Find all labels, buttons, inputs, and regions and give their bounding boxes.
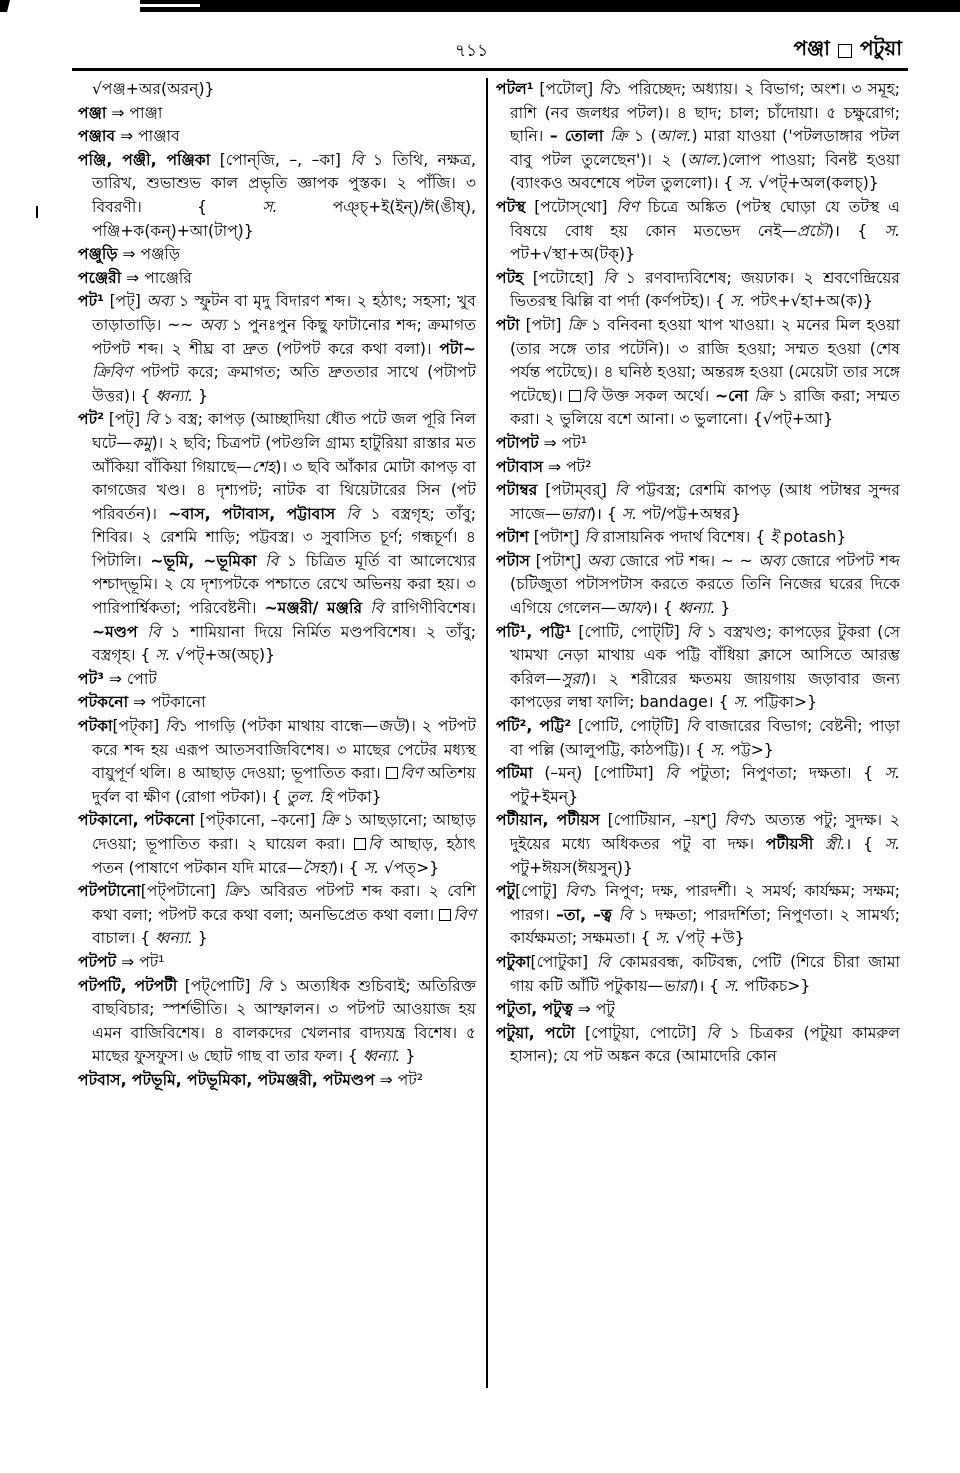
- grammar-label: স.: [738, 174, 754, 193]
- headword: পটপট: [78, 952, 117, 971]
- entry-text: }: [715, 599, 731, 618]
- entry-text: [পট্‌কা]: [112, 717, 166, 736]
- entry-text: পটু+ইমন্}: [510, 787, 579, 806]
- headword: পটবাস, পটভূমি, পটভূমিকা, পটমঞ্জরী, পটমণ্ডপ: [78, 1070, 375, 1089]
- grammar-label: বি: [596, 952, 611, 971]
- entry-text: পঞ্চ্+ই(ইন্)/ঈ(ঙীষ্), পঞ্জি+ক(কন্)+আ(টাপ্)}: [92, 197, 476, 240]
- grammar-label: স.: [884, 221, 900, 240]
- headword: পঞ্জা: [78, 103, 107, 122]
- dictionary-entry: [78, 715, 476, 809]
- grammar-label: স.: [155, 646, 171, 665]
- grammar-label: স.: [621, 504, 637, 523]
- entry-text: [পটাশ্]: [528, 528, 585, 547]
- dictionary-entry: [78, 125, 476, 149]
- entry-text: )। {: [692, 976, 725, 995]
- entry-text: [পট্‌পোটি]: [177, 976, 258, 995]
- dictionary-entry: [496, 715, 900, 762]
- headword: পটপটি, পটপটী: [78, 976, 178, 995]
- square-marker-icon: [569, 390, 581, 402]
- dictionary-entry: [496, 621, 900, 715]
- grammar-label: সৈহা: [302, 858, 332, 877]
- grammar-label: আফ: [616, 599, 646, 618]
- headword: পটাস: [496, 551, 530, 570]
- entry-text: পটৎ+√হা+অ(ক)}: [745, 292, 873, 311]
- grammar-label: অব্য: [758, 551, 785, 570]
- grammar-label: তুল. হি: [286, 787, 333, 806]
- headword: পটু: [496, 882, 516, 901]
- headword: পটাশ: [496, 528, 529, 547]
- entry-text: ১ নিপুণ; দক্ষ, পারদর্শী। ২ সমর্থ; কার্যক্ষম; সক্ষম; পারগ।: [510, 882, 900, 924]
- entry-text: √পত্>}: [378, 858, 440, 877]
- headword: পটাপট: [496, 433, 539, 452]
- entry-text: বাচাল। {: [92, 929, 156, 948]
- grammar-label: বিণ: [724, 811, 748, 830]
- grammar-label: ক্রি: [224, 882, 242, 901]
- headword: পটি², পট্টি²: [496, 717, 572, 736]
- grammar-label: স.: [724, 976, 740, 995]
- entry-text: ১ অত্যধিক শুচিবাই; অতিরিক্ত বাছবিচার; স্পর্শভীতি। ২ আস্ফালন। ৩ পটপট আওয়াজ হয় এমন বাজিবিশেষ। ৪ বালকদের খেলনার বাদ্যযন্ত্র বিশেষ। ৫ মাছের ফুসফুস। ৬ ছোট গাছ বা তার ফল। {: [92, 976, 476, 1066]
- entry-text: ১ রণবাদ্যবিশেষ; জয়ঢাক। ২ শ্রবণেন্দ্রিয়ের ভিতরস্থ ঝিল্লি বা পর্দা (কর্ণপটহ)। {: [510, 268, 900, 311]
- dictionary-entry: [78, 668, 476, 692]
- entry-text: ) মারা যাওয়া ('পটলডাঙ্গার পটল বাবু পটল তুলেছেন')। ২ (: [510, 127, 900, 169]
- headword: পটল¹: [496, 80, 534, 98]
- grammar-label: সুরা: [561, 669, 585, 688]
- headword: পটুয়া, পটো: [496, 1023, 576, 1042]
- dictionary-entry: [496, 267, 900, 314]
- grammar-label: জউ: [378, 717, 405, 736]
- entry-text: )। ২ পটপট করে শব্দ হয় এরূপ আতসবাজিবিশেষ। ৩ মাছের পেটের মধ্যস্থ বায়ুপূর্ণ থলি। ৪ আছাড় দেওয়া; ভূপাতিত করা।: [92, 717, 476, 783]
- grammar-label: বি: [665, 764, 679, 783]
- grammar-label: বি: [686, 622, 700, 641]
- grammar-label: বি: [265, 551, 279, 570]
- grammar-label: ক্রি: [754, 386, 772, 405]
- grammar-label: ক্রি: [567, 315, 586, 334]
- entry-text: অতিশয় দুর্বল বা ক্ষীণ (রোগা পটকা)। {: [92, 764, 476, 806]
- dictionary-entry: [78, 1069, 476, 1093]
- headword: পটকা: [78, 717, 113, 736]
- grammar-label: বি: [618, 905, 632, 924]
- entry-text: পট্টিকা>}: [748, 693, 818, 712]
- scan-edge-bar: [140, 0, 960, 12]
- dictionary-entry: [496, 479, 900, 526]
- entry-text: কোমরবন্ধ, কটিবন্ধ, পেটি (শিরে চীরা জামা গায় কটি আঁটি পটুকায়—: [510, 952, 900, 995]
- entry-text: ১ বনিবনা হওয়া খাপ খাওয়া। ২ মনের মিল হওয়া (তার সঙ্গে তার পটেনি)। ৩ রাজি হওয়া; সম্মত হওয়া (শেষ পর্যন্ত পটেছে)। ৪ ঘনিষ্ঠ হওয়া; অন্তরঙ্গ হওয়া (মেয়েটা তার সঙ্গে পটেছে)।: [510, 315, 900, 405]
- headword: –তা, –ত্ব: [556, 905, 613, 924]
- grammar-label: ক্রি: [609, 127, 628, 146]
- running-head-first: পঞ্জা: [793, 36, 830, 60]
- dictionary-entry: [78, 290, 476, 408]
- entry-text: )। ২ ছবি; চিত্রপট (পটগুলি গ্রাম্য হাটুরিয়া রাস্তার মত আঁকিয়া বাঁকিয়া গিয়াছে—: [92, 433, 476, 476]
- entry-text: )লোপ পাওয়া; বিনষ্ট হওয়া (ব্যাংকও অবশেষে পটল তুললো)। {: [510, 150, 901, 193]
- entry-text: )। {: [331, 858, 364, 877]
- grammar-label: ধ্বন্যা.: [155, 929, 193, 948]
- grammar-label: স.: [884, 835, 900, 853]
- grammar-label: ধ্বন্যা.: [362, 1047, 401, 1066]
- entry-text: (–মন্) [পোটিমা]: [532, 764, 666, 783]
- grammar-label: ক্রিবিণ: [92, 363, 133, 382]
- grammar-label: ভারা: [663, 976, 693, 995]
- column-left: [78, 78, 476, 1093]
- entry-text: [পট্‌পটানো]: [140, 882, 225, 901]
- entry-text: পটিকচ>}: [739, 976, 811, 995]
- entry-text: [পোটি, পোট্‌টি]: [571, 717, 686, 736]
- grammar-label: স.: [733, 693, 749, 712]
- headword: ~মণ্ডপ: [92, 622, 138, 641]
- entry-text: potash}: [778, 528, 847, 547]
- entry-text: ১ স্ফুটন বা মৃদু বিদারণ শব্দ। ২ হঠাৎ; সহসা; খুব তাড়াতাড়ি। ~~: [92, 292, 476, 334]
- dictionary-entry: [78, 880, 476, 951]
- headword: পটাবাস: [496, 457, 544, 476]
- grammar-label: বি: [257, 976, 272, 995]
- entry-text: )। {: [827, 221, 885, 240]
- entry-text: জোরে পটপট শব্দ (চটিজুতা পটাসপটাস করতে করতে তিনি নিজের ঘরের দিকে এগিয়ে গেলেন—: [510, 551, 900, 618]
- entry-text: বাজারের বিভাগ; বেষ্টনী; পাড়া বা পল্লি (আলুপট্টি, কাঠপট্টি)। {: [510, 717, 901, 759]
- square-marker-icon: [386, 767, 398, 779]
- entry-text: [পোটিয়ান, –য়শ্]: [599, 811, 725, 830]
- entry-text: [পটা]: [519, 315, 568, 334]
- dictionary-entry: [496, 880, 900, 951]
- headword: ~মঞ্জরী/ মঞ্জরি: [264, 599, 363, 618]
- entry-text: [পোটুকা]: [530, 952, 597, 971]
- headword: পটা: [496, 315, 520, 334]
- grammar-label: বি: [165, 717, 179, 736]
- dictionary-entry: [78, 951, 476, 975]
- margin-mark: [36, 206, 38, 218]
- headword: পটস্থ: [496, 197, 526, 216]
- grammar-label: শেহ: [251, 457, 276, 476]
- entry-text: [পট্]: [103, 292, 147, 311]
- headword: ~নো: [715, 386, 749, 405]
- entry-text: [362, 599, 370, 617]
- running-head-last: পটুয়া: [859, 36, 902, 60]
- grammar-label: বি: [367, 835, 382, 853]
- column-right: [496, 78, 900, 1069]
- entry-text: [612, 906, 619, 924]
- grammar-label: বি: [350, 150, 364, 169]
- entry-text: পট্ট>}: [725, 740, 774, 759]
- headword: পটহ: [496, 268, 524, 287]
- entry-text: পট/পট্ট+অম্বর}: [637, 504, 741, 523]
- dictionary-entry: [78, 267, 476, 291]
- entry-text: পটু+ঈয়স(ঈয়সুন্)}: [510, 858, 633, 877]
- grammar-label: অব্য: [146, 292, 174, 311]
- entry-text: রাগিণীবিশেষ।: [383, 599, 476, 618]
- entry-text: [পটোল্]: [533, 80, 599, 98]
- headword: পট²: [78, 410, 104, 429]
- grammar-label: বি: [346, 504, 360, 523]
- grammar-label: আল.: [656, 127, 692, 146]
- entry-text: ⇒ পট²: [543, 457, 592, 476]
- entry-text: পটপট করে; ক্রমাগত; অতি দ্রুততার সাথে (পটাপট উত্তর)। {: [92, 363, 476, 405]
- column-divider: [486, 78, 488, 1388]
- entry-text: √পট্ +উ}: [670, 929, 745, 948]
- entry-text: চিত্রে অঙ্কিত (পটস্থ ঘোড়া যে তটস্থ এ বিষয়ে বোধ হয় কোন মতভেদ নেই—: [510, 197, 901, 240]
- entry-text: ১ অত্যন্ত পটু; সুদক্ষ। ২ দুইয়ের মধ্যে অধিকতর পটু বা দক্ষ।: [510, 811, 900, 853]
- headword: পঞ্জাব: [78, 127, 116, 146]
- grammar-label: অব্য: [586, 551, 614, 570]
- grammar-label: স.: [884, 764, 900, 783]
- dictionary-entry: [496, 951, 900, 998]
- entry-text: রাসায়নিক পদার্থ বিশেষ। {: [597, 528, 771, 547]
- entry-text: )। {: [645, 599, 678, 618]
- entry-text: ১ পুনঃপুন কিছু ফাটানোর শব্দ; ক্রমাগত পটপট শব্দ। ২ শীঘ্র বা দ্রুত (পটপট করে কথা বলা)।: [92, 315, 476, 358]
- entry-text: আছাড়, হঠাৎ পতন (পাষাণে পটকান যদি মারে—: [92, 835, 476, 877]
- headword: পটপটানো: [78, 882, 141, 901]
- entry-text: }: [193, 386, 208, 405]
- entry-text: ১ চিত্রিত মূর্তি বা আলেখ্যের পশ্চাদ্‌ভূমি। ২ যে দৃশ্যপটকে পশ্চাতে রেখে অভিনয় করা হয়। ৩ পারিপার্শ্বিকতা; পরিবেষ্টনী।: [92, 551, 476, 618]
- entry-text: ১ শামিয়ানা দিয়ে নির্মিত মণ্ডপবিশেষ। ২ তাঁবু; বস্ত্রগৃহ। {: [92, 622, 476, 665]
- dictionary-entry: [496, 526, 900, 550]
- header-rule: [72, 68, 908, 71]
- grammar-label: স.: [655, 929, 671, 948]
- entry-text: √পঞ্জ+অর(অরন্)}: [92, 80, 215, 98]
- headword: পঞ্জেরী: [78, 268, 122, 287]
- entry-text: [257, 552, 266, 570]
- headword: পটীয়সী: [765, 835, 814, 853]
- entry-text: ১ বস্ত্রখণ্ড; কাপড়ের টুকরা (সে খামখা নেড়া মাথায় এক পট্টি বাঁধিয়া ক্লাসে আসিতে আরম্ভ করিল—: [510, 622, 901, 688]
- entry-text: ১ বস্ত্রগৃহ; তাঁবু; শিবির। ২ রেশমি শাড়ি; পট্টবস্ত্র। ৩ সুবাসিত চূর্ণ; গন্ধচূর্ণ। ৪ পিটালি।: [92, 504, 476, 570]
- grammar-label: ধ্বন্যা.: [677, 599, 716, 618]
- entry-text: ১ তিথি, নক্ষত্র, তারিখ, শুভাশুভ কাল প্রভৃতি জ্ঞাপক পুস্তক। ২ পাঁজি। ৩ বিবরণী। {: [92, 150, 477, 216]
- grammar-label: বি: [584, 528, 598, 547]
- entry-text: ১ অবিরত পটপট শব্দ করা। ২ বেশি কথা বলা; পটপট করে কথা বলা; অনভিপ্রেত কথা বলা।: [92, 882, 476, 924]
- entry-text: ১ রাজি করা; সম্মত করা। ২ ভুলিয়ে বশে আনা। ৩ ভুলানো। {√পট্+আ}: [510, 386, 900, 429]
- entry-text: ⇒ পাঞ্জা: [106, 103, 163, 122]
- headword: পটিমা: [496, 764, 533, 783]
- grammar-label: বিণ: [616, 197, 639, 216]
- grammar-label: কমু: [132, 433, 152, 452]
- entry-text: [পোটি, পোট্‌টি]: [571, 622, 687, 641]
- entry-text: ১ দক্ষতা; পারদর্শিতা; নিপুণতা। ২ সামর্থ্য; কার্যক্ষমতা; সক্ষমতা। {: [510, 905, 900, 948]
- entry-text: ⇒ পাঞ্জাব: [115, 127, 180, 146]
- dictionary-entry: [78, 691, 476, 715]
- grammar-label: ই: [770, 528, 779, 547]
- headword: পটা~: [439, 339, 476, 358]
- grammar-label: বিণ: [400, 764, 423, 783]
- entry-text: }: [400, 1047, 416, 1066]
- headword: ~ভূমি, ~ভূমিকা: [150, 551, 257, 570]
- entry-text: [পোটুয়া, পোটো]: [575, 1023, 707, 1042]
- grammar-label: প্রচৌ: [797, 221, 828, 240]
- grammar-label: বিণ: [453, 905, 476, 924]
- dictionary-entry: [496, 456, 900, 480]
- grammar-label: বি: [147, 622, 161, 641]
- entry-text: [পটোস্‌থো]: [525, 197, 617, 216]
- dictionary-entry: [78, 243, 476, 267]
- grammar-label: স্ত্রী.: [825, 835, 846, 853]
- dictionary-entry: [496, 432, 900, 456]
- dictionary-entry: [496, 196, 900, 267]
- grammar-label: বি: [614, 481, 628, 500]
- entry-text: [335, 505, 346, 523]
- entry-text: ১ আছড়ানো; আছাড় দেওয়া; ভূপাতিত করা। ২ ঘায়েল করা।: [92, 811, 476, 853]
- dictionary-entry: [78, 78, 476, 102]
- square-separator-icon: [838, 44, 852, 58]
- entry-text: [পট্‌কানো, –কনো]: [194, 811, 321, 830]
- entry-text: ১ চিত্রকর (পটুয়া কামরুল হাসান); যে পট অঙ্কন করে (আমাদেরি কোন: [510, 1023, 900, 1066]
- entry-text: ⇒ পঞ্জড়ি: [117, 245, 180, 264]
- headword: পটুতা, পটুত্ব: [496, 1000, 573, 1019]
- headword: ~বাস, পটাবাস, পট্টাবাস: [168, 504, 336, 523]
- headword: পটীয়ান, পটীয়স: [496, 811, 600, 830]
- dictionary-entry: [496, 314, 900, 432]
- grammar-label: ক্রি: [320, 811, 339, 830]
- entry-text: পটুতা; নিপুণতা; দক্ষতা। {: [678, 764, 885, 783]
- entry-text: √পট্+অল(কলচ্)}: [753, 174, 879, 193]
- entry-text: [পটাশ্]: [529, 551, 587, 570]
- grammar-label: ধ্বন্যা.: [155, 386, 194, 405]
- scan-corner-mark: [0, 0, 10, 12]
- entry-text: [পোটু]: [515, 882, 565, 901]
- dictionary-entry: [496, 809, 900, 880]
- headword: পটুকা: [496, 952, 531, 971]
- headword: পট¹: [78, 292, 104, 311]
- page-number: ৭১১: [455, 41, 489, 61]
- grammar-label: বি: [370, 599, 384, 618]
- entry-text: উক্ত সকল অর্থে।: [595, 386, 716, 405]
- headword: পটকনো: [78, 693, 129, 712]
- dictionary-entry: [78, 149, 476, 243]
- headword: পটাম্বর: [496, 481, 538, 500]
- grammar-label: বি: [706, 1023, 720, 1042]
- grammar-label: অব্য: [199, 315, 227, 334]
- headword: পট³: [78, 669, 104, 688]
- square-marker-icon: [439, 909, 451, 921]
- dictionary-entry: [78, 975, 476, 1069]
- entry-text: [813, 835, 825, 853]
- entry-text: ⇒ পোট: [103, 669, 157, 688]
- dictionary-entry: [78, 408, 476, 668]
- grammar-label: বি: [145, 410, 159, 429]
- grammar-label: স.: [262, 197, 278, 216]
- entry-text: [পট্]: [103, 410, 146, 429]
- dictionary-entry: [496, 762, 900, 809]
- headword: পঞ্জুড়ি: [78, 245, 118, 264]
- grammar-label: বি: [582, 386, 596, 405]
- entry-text: [পটাম্‌বর্]: [537, 481, 615, 500]
- entry-text: }: [192, 929, 208, 948]
- grammar-label: স.: [730, 292, 746, 311]
- entry-text: ⇒ পাঞ্জেরি: [121, 268, 192, 287]
- running-head: [793, 34, 902, 67]
- dictionary-entry: [496, 1022, 900, 1069]
- grammar-label: ভারা: [560, 504, 590, 523]
- entry-text: [পোন্‌জি, –, –কা]: [210, 150, 351, 169]
- entry-text: ১ পরিচ্ছেদ; অধ্যায়। ২ বিভাগ; অংশ। ৩ সমূহ; রাশি (নব জলধর পটল)। ৪ ছাদ; চাল; চাঁদোয়া। ৫ চক্ষুরোগ; ছানি।: [510, 80, 900, 146]
- entry-text: পট্টবস্ত্র; রেশমি কাপড় (আধ পটাম্বর সুন্দর সাজে—: [510, 481, 900, 523]
- entry-text: √পট্+অ(অচ্)}: [170, 646, 276, 665]
- grammar-label: স.: [710, 740, 726, 759]
- grammar-label: আল.: [687, 150, 722, 169]
- entry-text: ⇒ পটু: [572, 1000, 615, 1019]
- dictionary-entry: [496, 998, 900, 1022]
- headword: – তোলা: [549, 127, 604, 146]
- dictionary-entry: [78, 809, 476, 880]
- dictionary-entry: [78, 102, 476, 126]
- entry-text: ১ বস্ত্র; কাপড় (আচ্ছাদিয়া ধৌত পটে জল পূরি নিল ঘটে—: [92, 410, 476, 452]
- headword: পঞ্জি, পঞ্জী, পঞ্জিকা: [78, 150, 211, 169]
- grammar-label: স.: [363, 858, 379, 877]
- entry-text: )। ৩ ছবি আঁকার মোটা কাপড় বা কাগজের খণ্ড। ৪ দৃশ্যপট; নাটক বা থিয়েটারের সিন (পট পরিবর্তন)।: [92, 457, 476, 523]
- grammar-label: বিণ: [564, 882, 588, 901]
- dictionary-entry: [496, 78, 900, 196]
- entry-text: )। {: [589, 504, 622, 523]
- entry-text: )। ২ শরীরের ক্ষতময় জায়গায় জড়াবার জন্য কাপড়ের লম্বা ফালি; bandage। {: [510, 669, 900, 712]
- entry-text: ⇒ পট²: [374, 1070, 424, 1089]
- entry-text: ⇒ পট¹: [538, 433, 587, 452]
- entry-text: পট+√স্থা+অ(টক্)}: [510, 245, 635, 264]
- entry-text: ১ পাগড়ি (পটকা মাথায় বান্ধে—: [178, 717, 379, 736]
- entry-text: ১ (: [627, 127, 657, 146]
- entry-text: [পটোহো]: [523, 268, 604, 287]
- dictionary-entry: [496, 550, 900, 621]
- headword: পটি¹, পট্টি¹: [496, 622, 572, 641]
- grammar-label: বি: [598, 80, 613, 98]
- square-marker-icon: [354, 838, 366, 850]
- entry-text: [138, 623, 148, 641]
- entry-text: জোরে পট শব্দ। ~ ~: [613, 551, 759, 570]
- entry-text: ⇒ পটকানো: [128, 693, 206, 712]
- entry-text: ⇒ পট¹: [116, 952, 165, 971]
- grammar-label: বি: [603, 268, 617, 287]
- entry-text: পটকা}: [332, 787, 382, 806]
- entry-text: । {: [845, 835, 885, 853]
- headword: পটকানো, পটকনো: [78, 811, 195, 830]
- grammar-label: বি: [685, 717, 700, 736]
